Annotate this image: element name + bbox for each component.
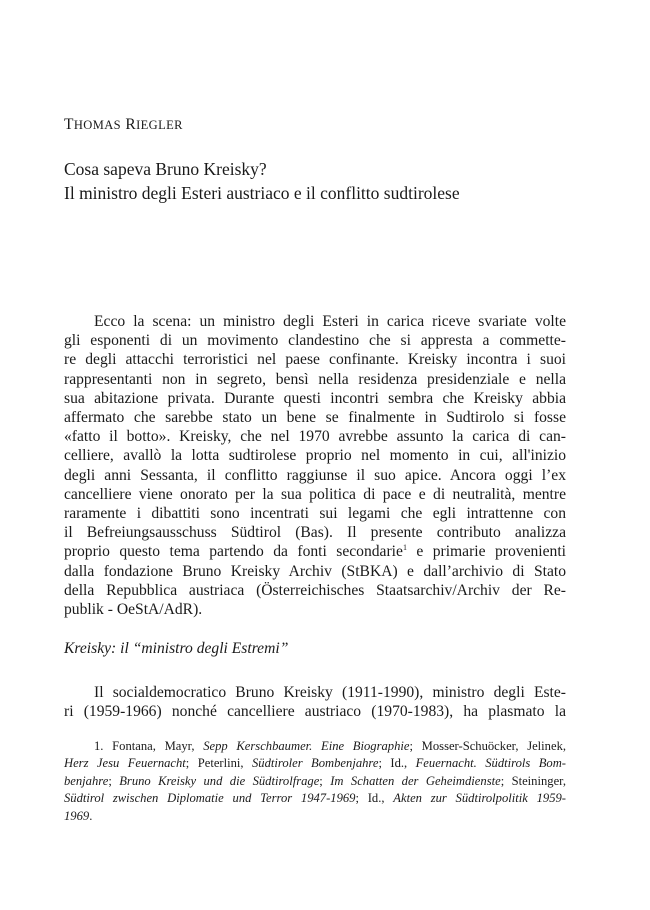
paragraph-line: sua abitazione privata. Durante questi incontri sembra che Kreisky abbia	[64, 389, 566, 407]
footnote-title: Bruno Kreisky und die Südtirolfrage	[119, 773, 320, 788]
paragraph-line: celliere, avallò la lotta sudtirolese proprio nel momento in cui, all'inizio	[64, 447, 566, 465]
footnote-title: Feuernacht. Südtirols Bom-	[415, 756, 566, 771]
footnote-title: Im Schatten der Geheimdienste	[330, 773, 501, 788]
paragraph-line: rappresentanti non in segreto, bensì nella residenza presidenziale e nella	[64, 370, 566, 388]
footnote-text: ; Mosser-Schuöcker, Jelinek,	[409, 739, 567, 753]
author-name	[64, 116, 183, 134]
paragraph-line: ri (1959-1966) nonché cancelliere austriaco (1970-1983), ha plasmato la	[64, 703, 566, 721]
author-last-initial: R	[125, 116, 137, 133]
footnote-line	[64, 808, 566, 825]
article-title	[64, 157, 604, 205]
author-first-rest: HOMAS	[73, 118, 122, 132]
paragraph-line: degli anni Sessanta, il conflitto raggiunse il suo apice. Ancora oggi l’ex	[64, 466, 566, 484]
paragraph-line: re degli attacchi terroristici nel paese confinante. Kreisky incontra i suoi	[64, 351, 566, 369]
footnote-line	[64, 773, 566, 790]
footnote-title: Sepp Kerschbaumer. Eine Biographie	[203, 739, 410, 753]
footnote-line	[64, 755, 566, 772]
footnote-title: Südtirol zwischen Diplomatie und Terror 1947-1969	[64, 791, 356, 806]
author-last-rest: IEGLER	[136, 118, 183, 132]
paragraph-line: cancelliere viene onorato per la sua politica di pace e di neutralità, mentre	[64, 485, 566, 503]
footnote-text: ; Id.,	[378, 756, 416, 771]
footnote-title: benjahre	[64, 773, 109, 788]
footnote-text: Fontana, Mayr,	[103, 739, 204, 753]
paragraph-line: gli esponenti di un movimento clandestino che si appresta a commette-	[64, 332, 566, 350]
title-line-1: Cosa sapeva Bruno Kreisky?	[64, 159, 267, 179]
paragraph-line: dalla fondazione Bruno Kreisky Archiv (StBKA) e dall’archivio di Stato	[64, 562, 566, 580]
paragraph-line: il Befreiungsausschuss Südtirol (Bas). Il presente contributo analizza	[64, 524, 566, 542]
line-text: proprio questo tema partendo da fonti secondarie	[64, 543, 403, 561]
footnote-line	[64, 738, 566, 755]
author-first-initial: T	[64, 116, 74, 133]
footnote	[64, 738, 566, 825]
footnote-text: ; Peterlini,	[185, 756, 252, 771]
footnote-text: ; Steininger,	[500, 773, 566, 788]
line-text: e primarie provenienti	[406, 543, 566, 561]
footnote-text: .	[89, 808, 93, 823]
section-heading: Kreisky: il “ministro degli Estremi”	[64, 640, 289, 657]
footnote-title: Herz Jesu Feuernacht	[64, 756, 186, 771]
footnote-title: 1969	[64, 808, 90, 823]
footnote-ref[interactable]: 1	[402, 543, 407, 553]
footnote-text: ;	[108, 773, 120, 788]
paragraph-1	[64, 312, 566, 619]
footnote-number: 1.	[94, 739, 104, 753]
footnote-line	[64, 790, 566, 807]
title-line-2: Il ministro degli Esteri austriaco e il conflitto sudtirolese	[64, 183, 460, 203]
paragraph-line: «fatto il botto». Kreisky, che nel 1970 avrebbe assunto la carica di can-	[64, 428, 566, 446]
paragraph-line: publik - OeStA/AdR).	[64, 601, 203, 619]
footnote-text: ;	[319, 773, 331, 788]
footnote-text: ; Id.,	[355, 791, 394, 806]
footnote-title: Südtiroler Bombenjahre	[252, 756, 379, 771]
paragraph-line: affermato che sarebbe stato un bene se finalmente in Sudtirolo si fosse	[64, 409, 566, 427]
paragraph-line: raramente i dibattiti sono incentrati sui legami che egli intrattenne con	[64, 505, 566, 523]
paragraph-line	[64, 542, 566, 561]
paragraph-line: Ecco la scena: un ministro degli Esteri in carica riceve svariate volte	[94, 313, 566, 330]
paragraph-line: della Repubblica austriaca (Österreichisches Staatsarchiv/Archiv der Re-	[64, 581, 566, 599]
paragraph-line: Il socialdemocratico Bruno Kreisky (1911-1990), ministro degli Este-	[94, 684, 566, 701]
footnote-title: Akten zur Südtirolpolitik 1959-	[393, 791, 566, 806]
paragraph-2	[64, 683, 566, 721]
